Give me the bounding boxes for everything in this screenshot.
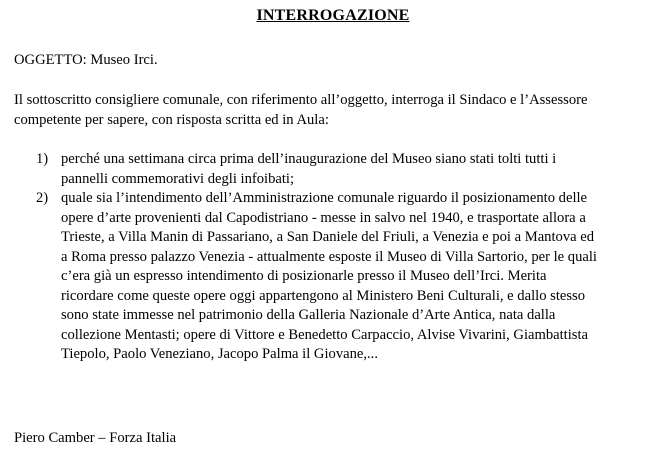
question-line: quale sia l’intendimento dell’Amministrazione comunale riguardo il posizionamento delle	[61, 190, 588, 206]
signature: Piero Camber – Forza Italia	[14, 430, 177, 446]
intro-line: Il sottoscritto consigliere comunale, con riferimento all’oggetto, interroga il Sindaco e l’Assessore	[14, 92, 588, 108]
document-title: INTERROGAZIONE	[256, 7, 410, 24]
question-number: 1)	[36, 151, 49, 167]
question-item-2	[36, 189, 656, 365]
question-line: Tiepolo, Paolo Veneziano, Jacopo Palma il Giovane,...	[61, 346, 378, 362]
question-number: 2)	[36, 190, 49, 206]
question-list	[36, 150, 656, 365]
question-item-1	[36, 150, 656, 189]
question-line: sono state immesse nel patrimonio della Galleria Nazionale d’Arte Antica, nata dalla	[61, 307, 556, 323]
question-line: collezione Mentasti; opere di Vittore e Benedetto Carpaccio, Alvise Vivarini, Giambattista	[61, 326, 588, 343]
document-subject: OGGETTO: Museo Irci.	[14, 52, 158, 68]
question-line: c’era già un espresso intendimento di posizionarle presso il Museo dell’Irci. Merita	[61, 268, 547, 284]
intro-line: competente per sapere, con risposta scritta ed in Aula:	[14, 111, 329, 128]
question-line: Trieste, a Villa Manin di Passariano, a San Daniele del Friuli, a Venezia e poi a Mantova ed	[61, 229, 595, 245]
question-line: pannelli commemorativi degli infoibati;	[61, 170, 295, 187]
question-line: ricordare come queste opere oggi appartengono al Ministero Beni Culturali, e dallo stesso	[61, 287, 586, 304]
question-line: opere d’arte provenienti dal Capodistriano - messe in salvo nel 1940, e trasportate allora a	[61, 209, 586, 226]
intro-paragraph	[14, 91, 654, 130]
question-line: a Roma presso palazzo Venezia - attualmente esposte il Museo di Villa Sartorio, per le quali	[61, 248, 597, 265]
question-line: perché una settimana circa prima dell’inaugurazione del Museo siano stati tolti tutti i	[61, 151, 557, 167]
